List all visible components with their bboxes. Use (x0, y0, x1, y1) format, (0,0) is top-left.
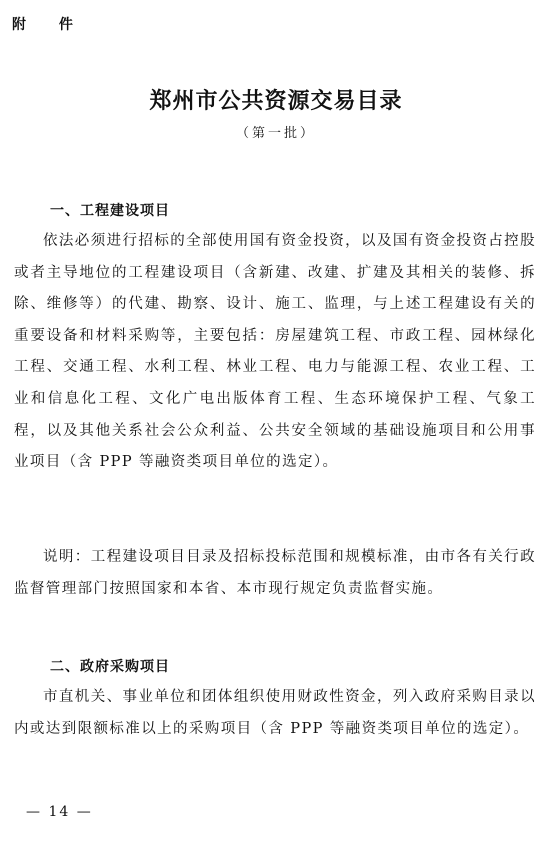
attachment-label: 附 件 (12, 17, 87, 33)
procurement-paragraph: 市直机关、事业单位和团体组织使用财政性资金，列入政府采购目录以内或达到限额标准以上的采购项目（含 PPP 等融资类项目单位的选定）。 (14, 689, 536, 737)
document-subtitle: （第一批） (235, 126, 316, 141)
section-heading-procurement: 二、政府采购项目 (50, 659, 170, 675)
engineering-note-paragraph: 说明：工程建设项目目录及招标投标范围和规模标准，由市各有关行政监督管理部门按照国家和本省、本市现行规定负责监督实施。 (14, 549, 536, 597)
section-heading-engineering: 一、工程建设项目 (50, 203, 170, 219)
page-number: — 14 — (26, 804, 93, 820)
document-title: 郑州市公共资源交易目录 (149, 88, 403, 114)
engineering-paragraph: 依法必须进行招标的全部使用国有资金投资，以及国有资金投资占控股或者主导地位的工程建设项目（含新建、改建、扩建及其相关的装修、拆除、维修等）的代建、勘察、设计、施工、监理，与上述工程建设有关的重要设备和材料采购等，主要包括：房屋建筑工程、市政工程、园林绿化工程、交通工程、水利工程、林业工程、电力与能源工程、农业工程、工业和信息化工程、文化广电出版体育工程、生态环境保护工程、气象工程，以及其他关系社会公众利益、公共安全领域的基础设施项目和公用事业项目（含 PPP 等融资类项目单位的选定）。 (14, 233, 536, 471)
